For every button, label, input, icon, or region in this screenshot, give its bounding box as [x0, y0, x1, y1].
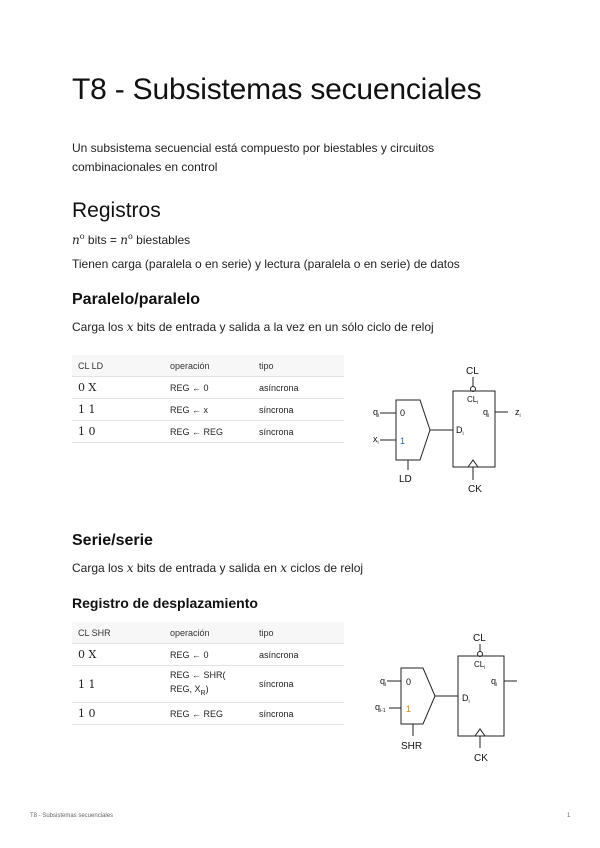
table-header: operación [164, 355, 253, 377]
table-row [72, 703, 344, 725]
ld-label: LD [399, 474, 412, 485]
section-desplazamiento-heading: Registro de desplazamiento [72, 595, 258, 611]
table-cell: asíncrona [253, 644, 344, 666]
table-cell: REG ← x [164, 399, 253, 421]
table-cell: 1 1 [72, 399, 164, 421]
table-cell: 1 0 [72, 421, 164, 443]
cl-inner-label: $CL_i$ [474, 660, 486, 671]
registros-formula: $n^o$ bits = $n^o$ biestables [72, 232, 191, 247]
table-header: CL LD [72, 355, 164, 377]
serie-description: Carga los x bits de entrada y salida en x ciclos de reloj [72, 561, 364, 575]
z-output-label: $z_i$ [515, 407, 521, 419]
table-cell: REG ← REG [164, 421, 253, 443]
q-output-label: $q_i$ [491, 676, 498, 688]
page-number: 1 [567, 813, 571, 819]
mux-input-1: 1 [406, 704, 412, 714]
ck-label: CK [474, 753, 488, 764]
table-row [72, 666, 344, 703]
ck-label: CK [468, 484, 482, 495]
table-cell: síncrona [253, 703, 344, 725]
q-prev-input-label: $q_{i-1}$ [375, 702, 386, 714]
table-row [72, 644, 344, 666]
d-input-label: $D_i$ [456, 425, 464, 437]
table-header: operación [164, 622, 253, 644]
table-cell: REG ← 0 [164, 377, 253, 399]
desplazamiento-truth-table [72, 622, 344, 725]
paralelo-description: Carga los x bits de entrada y salida a la vez en un sólo ciclo de reloj [72, 320, 434, 334]
table-cell: REG ← 0 [164, 644, 253, 666]
section-registros-heading: Registros [72, 199, 161, 222]
cl-label: CL [466, 366, 479, 377]
table-cell: 1 0 [72, 703, 164, 725]
table-cell: síncrona [253, 399, 344, 421]
table-row [72, 377, 344, 399]
q-input-label: $q_i$ [380, 676, 387, 688]
table-header-row [72, 622, 344, 644]
table-cell: REG ← REG [164, 703, 253, 725]
cl-label: CL [473, 633, 486, 644]
shr-label: SHR [401, 741, 423, 752]
footer-title: T8 - Subsistemas secuenciales [30, 813, 114, 819]
table-header: tipo [253, 622, 344, 644]
q-input-label: $q_i$ [373, 407, 380, 419]
section-serie-heading: Serie/serie [72, 532, 153, 549]
table-cell: síncrona [253, 666, 344, 703]
table-cell: síncrona [253, 421, 344, 443]
table-header: CL SHR [72, 622, 164, 644]
mux-input-1: 1 [400, 436, 406, 446]
table-cell: 1 1 [72, 666, 164, 703]
desplazamiento-register-diagram [373, 628, 533, 768]
cl-inner-label: $CL_i$ [467, 395, 479, 406]
table-cell: asíncrona [253, 377, 344, 399]
intro-paragraph: Un subsistema secuencial está compuesto por biestables y circuitos combinacionales en control [72, 141, 435, 174]
mux-input-0: 0 [400, 408, 406, 418]
mux-input-0: 0 [406, 677, 412, 687]
table-header-row [72, 355, 344, 377]
table-row [72, 421, 344, 443]
table-row [72, 399, 344, 421]
page-title: T8 - Subsistemas secuenciales [72, 73, 482, 106]
paralelo-register-diagram [368, 360, 533, 495]
section-paralelo-heading: Paralelo/paralelo [72, 291, 201, 308]
table-cell: 0 X [72, 377, 164, 399]
x-input-label: $x_i$ [373, 434, 379, 446]
table-header: tipo [253, 355, 344, 377]
d-input-label: $D_i$ [462, 693, 470, 705]
table-cell: 0 X [72, 644, 164, 666]
registros-description: Tienen carga (paralela o en serie) y lectura (paralela o en serie) de datos [72, 257, 460, 271]
q-output-label: $q_i$ [483, 407, 490, 419]
table-cell: REG ← SHR( REG, $X_R$) [164, 666, 253, 703]
paralelo-truth-table [72, 355, 344, 443]
